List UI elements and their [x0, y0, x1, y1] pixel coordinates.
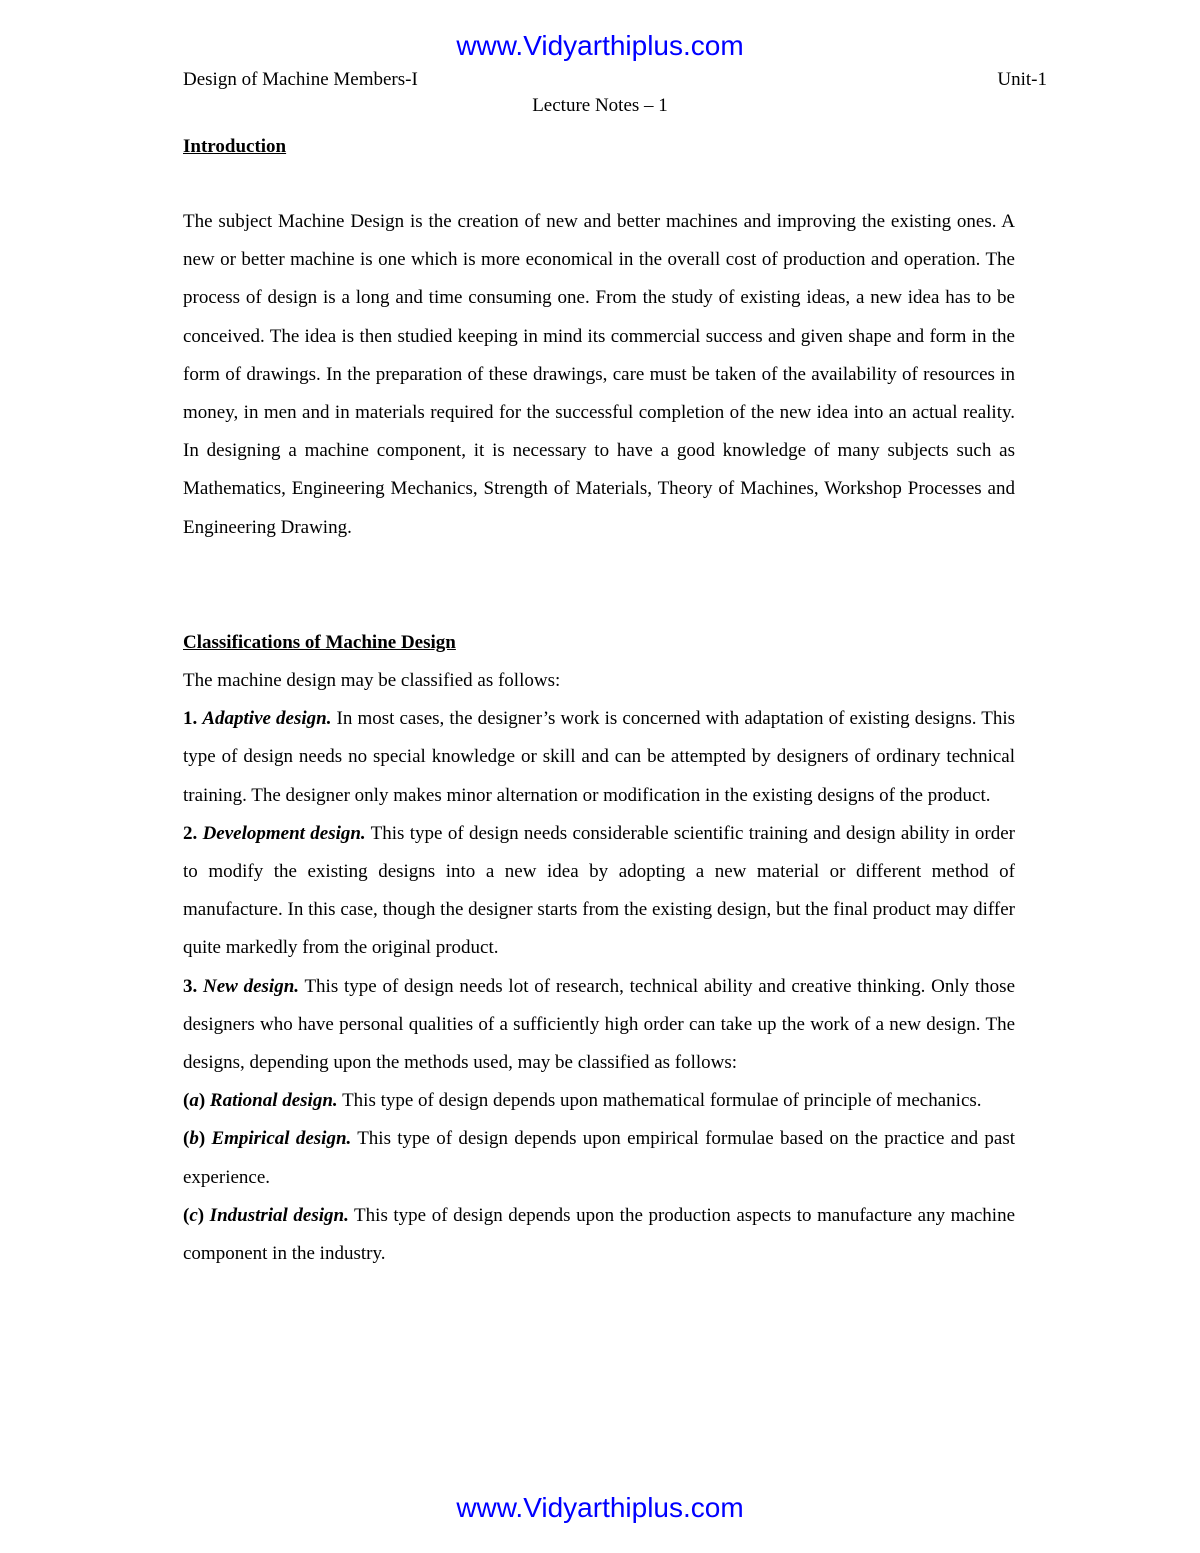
- item-term: New design.: [203, 975, 300, 997]
- sub-item-paren-close: ): [198, 1128, 206, 1150]
- sub-item-rational-design: [183, 1082, 1015, 1120]
- item-text: This type of design needs considerable scientific training and design ability in order to modify the existing designs into a new idea by adopting a new material or different method of manufacture. In this case, though the designer starts from the existing design, but the final product may differ quite markedly from the original product.: [183, 822, 1015, 959]
- sub-item-paren-close: ): [197, 1204, 205, 1226]
- sub-item-text: This type of design depends upon empirical formulae based on the practice and past experience.: [183, 1128, 1015, 1188]
- lecture-title: Lecture Notes – 1: [532, 95, 668, 116]
- introduction-section: [183, 203, 1015, 547]
- watermark-url-bottom[interactable]: www.Vidyarthiplus.com: [456, 1492, 744, 1523]
- sub-item-paren-open: (: [183, 1128, 190, 1150]
- item-term: Development design.: [202, 822, 366, 844]
- sub-item-letter: a: [189, 1090, 199, 1112]
- document-header: [183, 68, 1047, 92]
- list-item-development-design: [183, 815, 1015, 968]
- introduction-heading: Introduction: [183, 136, 287, 157]
- item-number: 1.: [183, 708, 198, 730]
- sub-item-paren-close: ): [198, 1090, 206, 1112]
- sub-item-paren-open: (: [183, 1204, 190, 1226]
- course-title: Design of Machine Members-I: [183, 69, 418, 90]
- sub-item-empirical-design: [183, 1120, 1015, 1196]
- classifications-intro: The machine design may be classified as follows:: [183, 670, 561, 691]
- sub-item-text: This type of design depends upon the production aspects to manufacture any machine component in the industry.: [183, 1204, 1016, 1265]
- sub-item-paren-open: (: [183, 1090, 190, 1112]
- item-term: Adaptive design.: [202, 708, 332, 730]
- sub-item-term: Rational design.: [209, 1090, 338, 1112]
- list-item-new-design: [183, 968, 1015, 1083]
- item-number: 3.: [183, 975, 198, 997]
- introduction-paragraph: The subject Machine Design is the creation of new and better machines and improving the existing ones. A new or better machine is one which is more economical in the overall cost of production and operation. The process of design is a long and time consuming one. From the study of existing ideas, a new idea has to be conceived. The idea is then studied keeping in mind its commercial success and given shape and form in the form of drawings. In the preparation of these drawings, care must be taken of the availability of resources in money, in men and in materials required for the successful completion of the new idea into an actual reality. In designing a machine component, it is necessary to have a good knowledge of many subjects such as Mathematics, Engineering Mechanics, Strength of Materials, Theory of Machines, Workshop Processes and Engineering Drawing.: [183, 211, 1015, 538]
- sub-item-letter: b: [189, 1128, 199, 1150]
- item-text: In most cases, the designer’s work is concerned with adaptation of existing designs. This type of design needs no special knowledge or skill and can be attempted by designers of ordinary technical training. The designer only makes minor alternation or modification in the existing designs of the product.: [183, 708, 1016, 806]
- sub-item-text: This type of design depends upon mathematical formulae of principle of mechanics.: [337, 1090, 982, 1112]
- sub-item-term: Industrial design.: [209, 1204, 349, 1226]
- list-item-adaptive-design: [183, 700, 1015, 815]
- classifications-section: [183, 662, 1015, 1273]
- unit-label: Unit-1: [997, 69, 1047, 90]
- watermark-url-top[interactable]: www.Vidyarthiplus.com: [456, 30, 744, 61]
- sub-item-term: Empirical design.: [211, 1128, 352, 1150]
- classifications-heading: Classifications of Machine Design: [183, 632, 456, 653]
- item-number: 2.: [183, 822, 198, 844]
- sub-item-letter: c: [189, 1204, 198, 1226]
- sub-item-industrial-design: [183, 1197, 1015, 1273]
- item-text: This type of design needs lot of research, technical ability and creative thinking. Only those designers who have personal qualities of a sufficiently high order can take up the work of a new design. The designs, depending upon the methods used, may be classified as follows:: [183, 975, 1016, 1074]
